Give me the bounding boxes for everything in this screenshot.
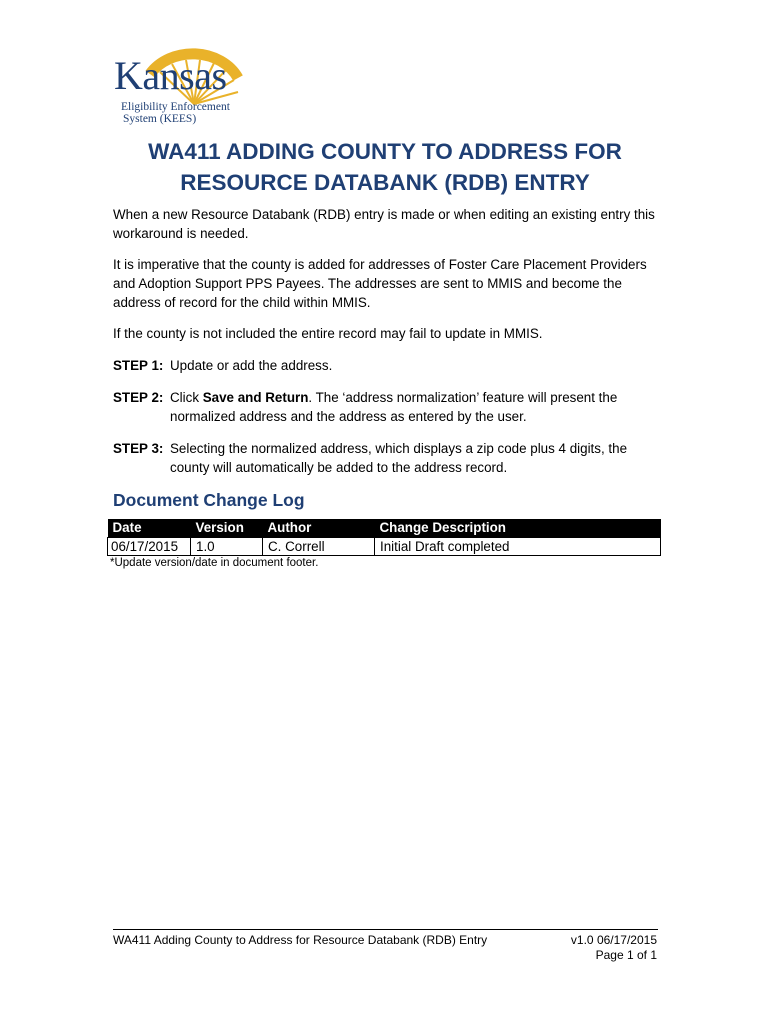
step-1-label: STEP 1: [113,358,164,373]
cell-author: C. Correll [263,538,375,556]
column-header-version: Version [191,519,263,538]
cell-date: 06/17/2015 [108,538,191,556]
change-log-table [107,519,661,556]
change-log-heading: Document Change Log [113,490,305,510]
title-line-2: RESOURCE DATABANK (RDB) ENTRY [180,170,590,195]
cell-change-description: Initial Draft completed [375,538,661,556]
table-row [108,538,661,556]
step-2-label: STEP 2: [113,390,164,405]
footer-document-name: WA411 Adding County to Address for Resource Databank (RDB) Entry [113,933,488,947]
change-log-header-row [108,519,661,538]
column-header-date: Date [108,519,191,538]
title-line-1: WA411 ADDING COUNTY TO ADDRESS FOR [148,139,622,164]
step-1 [113,356,663,375]
footer-divider [113,929,658,930]
step-2-text-before: Click [170,390,203,405]
logo-wordmark: Kansas [114,53,227,98]
logo-subtitle-line2: System (KEES) [123,113,197,125]
step-2-text-after: . The ‘address normalization’ feature will present the normalized address and the address as entered by the user. [170,390,618,424]
intro-paragraph: When a new Resource Databank (RDB) entry is made or when editing an existing entry this workaround is needed. [113,207,655,241]
footer-page-number: Page 1 of 1 [595,948,657,962]
cell-version: 1.0 [191,538,263,556]
step-3-text: Selecting the normalized address, which displays a zip code plus 4 digits, the county will automatically be added to the address record. [170,441,628,475]
step-2 [113,388,663,426]
save-and-return-label: Save and Return [202,390,309,405]
step-2-text [170,388,660,426]
footer-update-note: *Update version/date in document footer. [110,557,319,569]
document-title [112,136,658,198]
column-header-author: Author [263,519,375,538]
step-3-label: STEP 3: [113,441,164,456]
warning-paragraph: If the county is not included the entire record may fail to update in MMIS. [113,326,543,341]
column-header-change-description: Change Description [375,519,661,538]
step-3 [113,439,663,477]
logo-subtitle-line1: Eligibility Enforcement [121,101,230,113]
imperative-paragraph: It is imperative that the county is added for addresses of Foster Care Placement Providers and Adoption Support PPS Payees. The addresses are sent to MMIS and become the address of record for the child within MMIS. [113,257,647,310]
footer-version-page [560,933,657,963]
step-1-text: Update or add the address. [170,358,333,373]
footer-version-date: v1.0 06/17/2015 [570,933,657,947]
